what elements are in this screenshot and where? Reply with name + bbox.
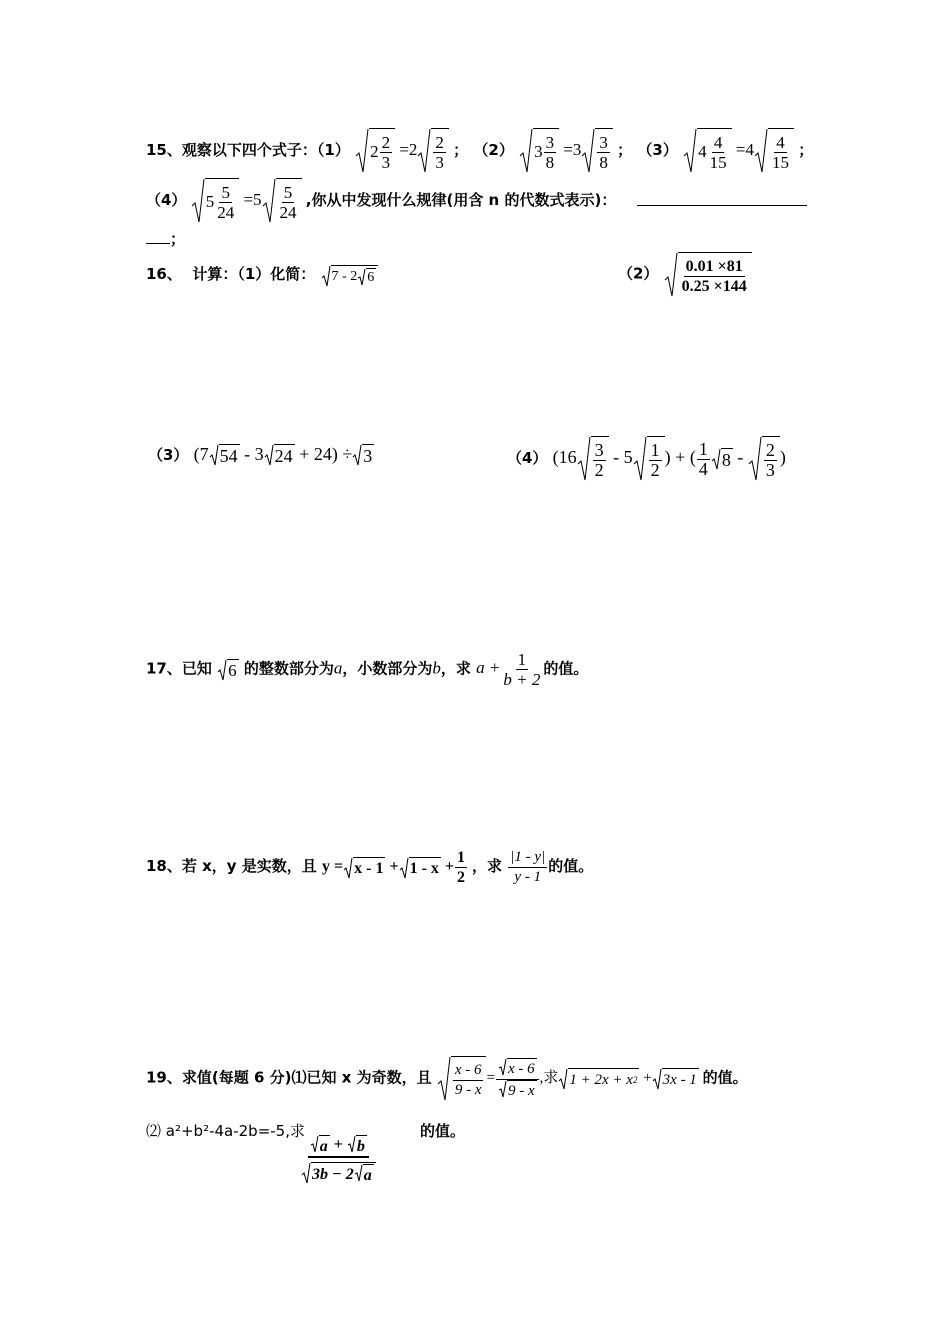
q16-p3-expr: (7 54 - 3 24 + 24) ÷ 3 [193, 444, 373, 467]
q15-number: 15、 [146, 140, 182, 159]
q15-item1-expr: 2 $\frac{2}{3}$ =2 $\frac{2}{3}$ [355, 140, 453, 159]
q15-line2 [146, 178, 616, 224]
q19-number: 19、 [146, 1068, 182, 1087]
q18-line: 18、若 x，y 是实数，且 y = x - 1 + 1 - x + $\frac{1}{2}$ ，求 $\frac{|1 - y|}{y - 1}$ 的值。 [146, 849, 594, 886]
q15-line1: 15、观察以下四个式子：（1） 2 $\frac{2}{3}$ =2 $\frac{2}{3}$ ； （2） 3 $\frac{3}{8}$ =3 $\frac{3}{8}$ ； （3） 4 $\frac{4}{15}$ =4 $\frac{4}{15}$ ； [146, 128, 813, 174]
q15-item3-expr: 4 $\frac{4}{15}$ =4 $\frac{4}{15}$ [683, 140, 798, 159]
q16-p3-label: （3） [148, 446, 189, 464]
q19-p2-label: ⑵ a²+b²-4a-2b=-5,求 [146, 1122, 305, 1140]
q15-item4-label: （4） [146, 190, 187, 209]
q19-expr: $\frac{x - 6}{9 - x}$ = $\frac{x - 6}{9 - x}$ ,求 1 + 2x + x 2 + 3x - 1 [437, 1070, 703, 1086]
q15-answer-blank-cont: ； [146, 228, 185, 249]
q16-line1 [146, 263, 378, 287]
q15-item4-expr: 5 $\frac{5}{24}$ =5 $\frac{5}{24}$ [186, 190, 305, 209]
q16-p4 [507, 436, 786, 482]
q15-item2-label: （2） [473, 140, 514, 159]
q16-p4-label: （4） [507, 449, 548, 468]
q19-p2-tail: 的值。 [420, 1122, 466, 1140]
q17-number: 17、 [146, 659, 182, 678]
q16-p2 [618, 252, 752, 298]
q15-item1-label: （1） [316, 140, 350, 159]
q18-frac: $\frac{|1 - y|}{y - 1}$ [510, 849, 546, 886]
q15-question: ,你从中发现什么规律(用含 n 的代数式表示)： [305, 190, 617, 209]
q16-p1-label: （1）化简： [237, 265, 316, 283]
q17-line: 17、已知 6 的整数部分为a，小数部分为b，求 a + $\frac{1}{b + 2}$ 的值。 [146, 650, 589, 689]
q16-number: 16、 [146, 265, 182, 283]
q18-expr: y = x - 1 + 1 - x + $\frac{1}{2}$ [322, 849, 466, 886]
q17-sqrt6: 6 [217, 658, 239, 677]
q16-p2-expr: $\frac{0.01 \times 81}{0.25 \times 144}$ [664, 266, 752, 283]
q16-p1-expr: 7 - 2 6 [321, 268, 379, 283]
q17-expr: a + $\frac{1}{b + 2}$ [476, 650, 541, 689]
q19-line1: 19、求值(每题 6 分)⑴已知 x 为奇数，且 $\frac{x - 6}{9 - x}$ = $\frac{x - 6}{9 - x}$ ,求 1 + 2x + x 2 + 3x - 1 的值。 [146, 1056, 748, 1102]
q16-title: 计算： [192, 265, 238, 283]
q18-number: 18、 [146, 857, 182, 876]
q16-p2-label: （2） [618, 264, 659, 283]
q15-intro: 观察以下四个式子： [181, 140, 317, 159]
q15-item2-expr: 3 $\frac{3}{8}$ =3 $\frac{3}{8}$ [519, 140, 617, 159]
q19-line2 [146, 1120, 305, 1141]
q16-p4-expr: (16 $\frac{3}{2}$ - 5 $\frac{1}{2}$ ) + ( $\frac{1}{4}$ 8 - $\frac{2}{3}$ ) [553, 447, 786, 467]
q15-answer-blank[interactable] [637, 205, 807, 206]
q19-p2-fraction: a + b 3b − 2 a [298, 1135, 379, 1185]
q16-p3 [148, 444, 374, 467]
q15-item3-label: （3） [637, 140, 678, 159]
